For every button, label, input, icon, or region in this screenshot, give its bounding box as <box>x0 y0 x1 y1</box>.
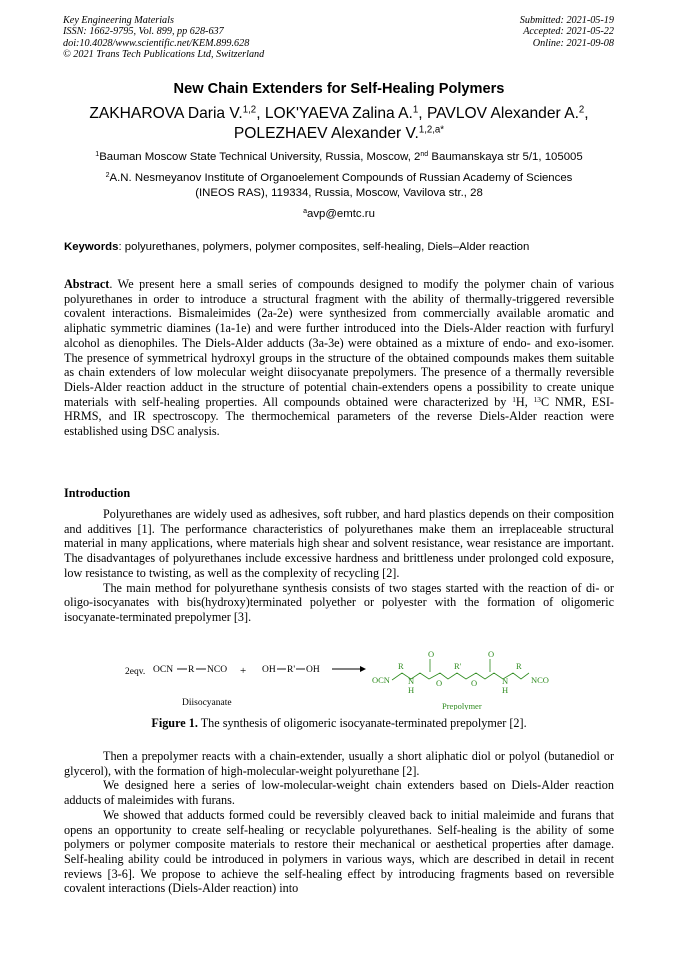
paragraph: Then a prepolymer reacts with a chain-extender, usually a short aliphatic diol or polyol (butanediol or glycerol), with the formation of high-molecular-weight polyurethane [2]. <box>64 749 614 778</box>
author-affiliation-sup: 2 <box>578 104 585 116</box>
submitted-date: Submitted: 2021-05-19 <box>519 15 614 26</box>
section-heading-introduction: Introduction <box>64 486 131 500</box>
scheme-ocn: OCN <box>153 665 174 675</box>
product-o: O <box>471 678 478 688</box>
arrow-head <box>360 666 366 672</box>
introduction-body-bottom <box>64 749 614 896</box>
author-name: PAVLOV Alexander A. <box>426 105 579 122</box>
keywords-label: Keywords <box>64 241 119 253</box>
figure-1-caption <box>0 716 678 731</box>
affiliation-text: Bauman Moscow State Technical University, Russia, Moscow, 2 <box>99 151 421 163</box>
product-n: N <box>502 676 509 686</box>
author-affiliation-sup: 1 <box>412 104 419 116</box>
author-list <box>50 104 628 144</box>
product-r: R <box>398 661 404 671</box>
affiliation-text: (INEOS RAS), 119334, Russia, Moscow, Vavilova str., 28 <box>195 187 483 199</box>
abstract-label: Abstract <box>64 277 110 291</box>
journal-name: Key Engineering Materials <box>63 15 174 26</box>
keywords <box>64 241 624 253</box>
scheme-nco: NCO <box>207 665 228 675</box>
paper-title: New Chain Extenders for Self-Healing Polymers <box>173 81 505 97</box>
affiliation-text: Baumanskaya str 5/1, 105005 <box>428 151 583 163</box>
paragraph: We showed that adducts formed could be reversibly cleaved back to initial maleimide and furans that opens an opportunity to create self-healing or recyclable polyurethanes. Self-healing is the ability of some polymers or polymer composite materials to restore their mechanical or aesthetical properties after damage. Self-healing ability could be introduced in polymers in various ways, which are described in detail in recent reviews [3-6]. We propose to achieve the self-healing effect by introducing fragments based on reversible covalent interactions (Diels-Alder reaction) into <box>64 807 614 896</box>
product-o: O <box>428 649 435 659</box>
author-affiliation-sup: 1,2 <box>242 104 257 116</box>
product-o: O <box>436 678 443 688</box>
figure-caption-text: The synthesis of oligomeric isocyanate-terminated prepolymer [2]. <box>197 716 527 730</box>
scheme-diisocyanate-label: Diisocyanate <box>182 698 232 708</box>
abstract-text: . We present here a small series of compounds designed to modify the polymer chain of various polyurethanes in order to introduce a structural fragment with the ability of thermally-triggered reversible covalent interactions. Bismaleimides (2a-2e) were synthesized from commercially available aromatic and aliphatic symmetric diamines (1a-1e) and were further introduced into the Diels-Alder reaction with furfuryl alcohol as dienophiles. The Diels-Alder adducts (3a-3e) were obtained as a mixture of endo- and exo-isomer. The presence of symmetrical hydroxyl groups in the structure of the obtained compounds makes them suitable as chain extenders of low molecular weight diisocyanate prepolymers. The presence of a thermally reversible Diels-Alder reaction adduct in the structure of potential chain-extenders opens a possibility to create unique materials with self-healing properties. All compounds obtained were characterized by <box>64 277 614 409</box>
accepted-date: Accepted: 2021-05-22 <box>523 26 614 38</box>
scheme-rprime: R' <box>287 665 296 675</box>
journal-metadata <box>63 15 264 60</box>
affiliation-marker: 1 <box>95 151 100 159</box>
scheme-eqv: 2eqv. <box>125 667 146 677</box>
author-name: LOK'YAEVA Zalina A. <box>264 105 413 122</box>
abstract-text: H, <box>515 394 534 409</box>
author-name: ZAKHAROVA Daria V. <box>89 105 243 122</box>
paragraph: The main method for polyurethane synthesis consists of two stages started with the reaction of di- or oligo-isocyanates with bis(hydroxy)terminated polyether or polyester with the formation of oligomeric isocyanate-terminated prepolymer [3]. <box>64 580 614 624</box>
product-n: N <box>408 676 415 686</box>
affiliation-text: A.N. Nesmeyanov Institute of Organoelement Compounds of Russian Academy of Sciences <box>109 172 573 184</box>
product-o: O <box>488 649 495 659</box>
paragraph: We designed here a series of low-molecular-weight chain extenders based on Diels-Alder reaction adducts of maleimides with furans. <box>64 778 614 808</box>
issn-line: ISSN: 1662-9795, Vol. 899, pp 628-637 <box>63 26 224 38</box>
email-marker: a <box>303 208 307 216</box>
author-separator: , <box>418 105 427 122</box>
doi-line: doi:10.4028/www.scientific.net/KEM.899.628 <box>63 37 250 49</box>
email-address: avp@emtc.ru <box>307 208 375 220</box>
ordinal-suffix: nd <box>420 151 429 159</box>
isotope-sup: 13 <box>533 394 541 404</box>
introduction-body-top <box>64 507 614 625</box>
author-separator: , <box>256 105 265 122</box>
paragraph: Polyurethanes are widely used as adhesives, soft rubber, and hard plastics depends on their composition and additives [1]. The performance characteristics of polyurethanes make them an irreplaceable structural material in many applications, where materials high shear and solvent resistance, wear resistance are important. The disadvantages of polyurethanes include excessive hardness and brittleness under prolonged cold exposure, low resistance to twisting, as well as the complexity of recycling [2]. <box>64 507 614 580</box>
keywords-text: : polyurethanes, polymers, polymer composites, self-healing, Diels–Alder reaction <box>118 241 530 253</box>
affiliation-1 <box>40 150 638 165</box>
online-date: Online: 2021-09-08 <box>532 37 614 49</box>
publication-dates <box>520 15 614 49</box>
product-h: H <box>502 685 509 695</box>
product-rprime: R' <box>454 661 462 671</box>
corresponding-email <box>40 207 638 222</box>
scheme-r: R <box>188 665 195 675</box>
scheme-plus: + <box>240 665 247 677</box>
author-affiliation-sup: 1,2,a* <box>418 124 445 136</box>
scheme-oh: OH <box>306 665 320 675</box>
abstract-text: C NMR, ESI-HRMS, and IR spectroscopy. The thermochemical parameters of the reverse Diels-Alder reaction were established using DSC analysis. <box>64 394 614 439</box>
product-h: H <box>408 685 415 695</box>
product-nco: NCO <box>531 675 549 685</box>
author-separator: , <box>584 105 589 122</box>
author-name: POLEZHAEV Alexander V. <box>233 125 419 142</box>
isotope-sup: 1 <box>512 394 516 404</box>
product-r: R <box>516 661 522 671</box>
figure-caption-label: Figure 1. <box>151 716 198 730</box>
affiliation-marker: 2 <box>105 172 110 180</box>
scheme-oh: OH <box>262 665 276 675</box>
figure-1-reaction-scheme <box>110 648 570 710</box>
copyright-line: © 2021 Trans Tech Publications Ltd, Switzerland <box>63 48 265 60</box>
product-ocn: OCN <box>372 675 390 685</box>
abstract <box>64 277 614 439</box>
affiliation-2 <box>40 171 638 201</box>
scheme-prepolymer-label: Prepolymer <box>442 701 482 710</box>
